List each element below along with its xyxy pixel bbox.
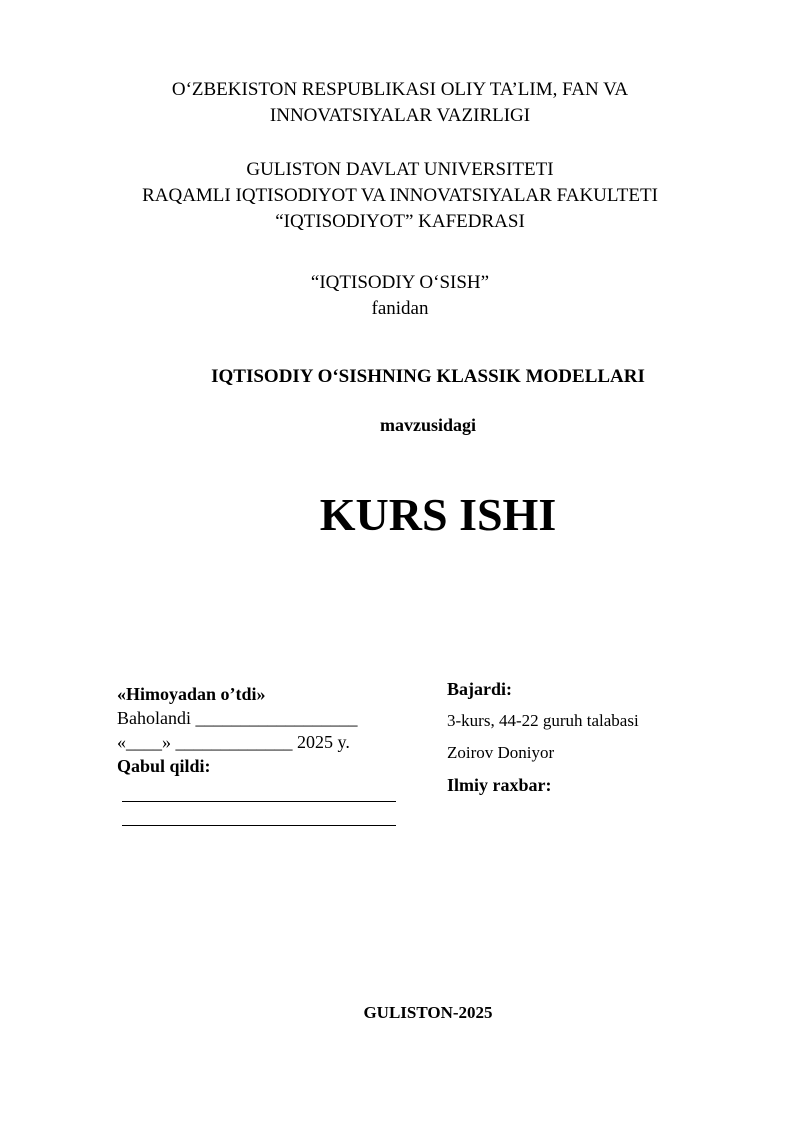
department-name: “IQTISODIYOT” KAFEDRASI — [275, 211, 525, 232]
date-line: «____» _____________ 2025 y. — [117, 732, 350, 752]
university-header — [0, 157, 800, 235]
subject-block — [0, 270, 800, 322]
signature-line-2 — [122, 802, 396, 826]
topic-suffix: mavzusidagi — [379, 415, 476, 435]
footer-city-year: GULISTON-2025 — [363, 1003, 493, 1022]
student-name: Zoirov Doniyor — [447, 743, 555, 762]
subject-name: “IQTISODIY O‘SISH” — [310, 272, 490, 293]
document-type-title: KURS ISHI — [319, 489, 557, 540]
defense-heading: «Himoyadan o’tdi» — [117, 684, 266, 704]
student-info: 3-kurs, 44-22 guruh talabasi — [447, 711, 639, 730]
ministry-line-2: INNOVATSIYALAR VAZIRLIGI — [269, 105, 531, 126]
author-block — [447, 678, 747, 806]
subject-suffix: fanidan — [371, 298, 429, 319]
faculty-name: RAQAMLI IQTISODIYOT VA INNOVATSIYALAR FAKULTETI — [142, 185, 658, 206]
grade-line: Baholandi __________________ — [117, 708, 358, 728]
university-name: GULISTON DAVLAT UNIVERSITETI — [246, 159, 554, 180]
ministry-header — [0, 77, 800, 129]
ministry-line-1: O‘ZBEKISTON RESPUBLIKASI OLIY TA’LIM, FAN VA — [171, 79, 629, 100]
signature-line-1 — [122, 778, 396, 802]
accepted-label: Qabul qildi: — [117, 756, 211, 776]
defense-block — [117, 682, 417, 826]
topic-title: IQTISODIY O‘SISHNING KLASSIK MODELLARI — [211, 366, 645, 387]
supervisor-label: Ilmiy raxbar: — [447, 775, 552, 795]
performed-label: Bajardi: — [447, 679, 512, 699]
